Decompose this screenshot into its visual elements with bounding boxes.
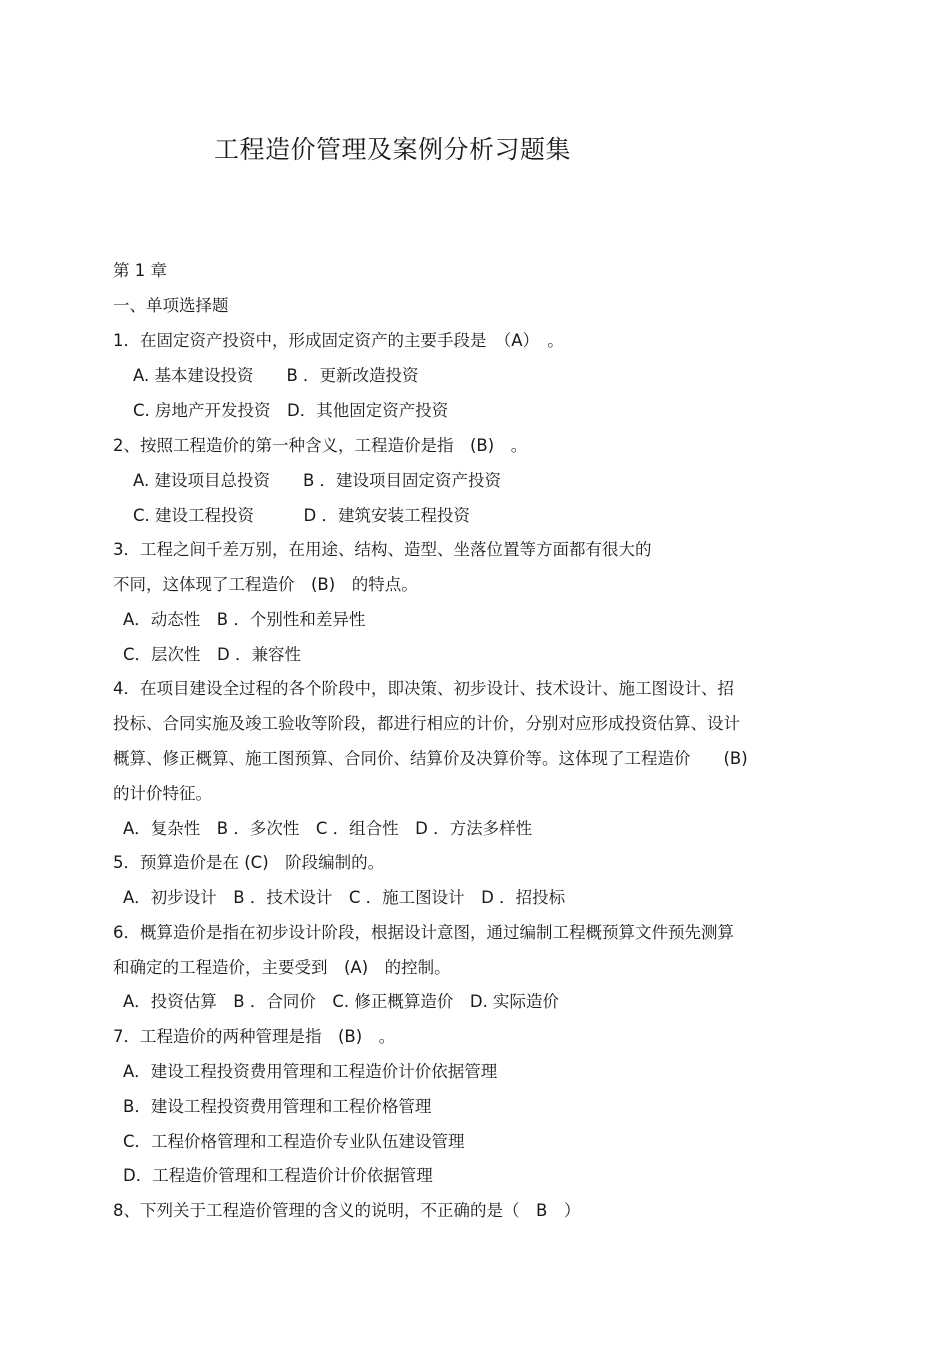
question-text: 和确定的工程造价，主要受到 (A) 的控制。 — [113, 958, 451, 977]
question-text: 8、下列关于工程造价管理的含义的说明，不正确的是（ B ） — [113, 1201, 581, 1220]
question-text: 概算、修正概算、施工图预算、合同价、结算价及决算价等。这体现了工程造价 (B) — [113, 749, 748, 768]
question-text: 的计价特征。 — [113, 784, 212, 803]
answer-option: C．工程价格管理和工程造价专业队伍建设管理 — [123, 1132, 465, 1151]
question-text: 7．工程造价的两种管理是指 (B) 。 — [113, 1027, 396, 1046]
document-title: 工程造价管理及案例分析习题集 — [214, 135, 572, 164]
answer-option: A．动态性 B ．个别性和差异性 — [123, 610, 366, 629]
answer-option: A. 建设项目总投资 B ．建设项目固定资产投资 — [133, 471, 502, 490]
answer-option: C. 房地产开发投资 D．其他固定资产投资 — [133, 401, 449, 420]
question-text: 投标、合同实施及竣工验收等阶段，都进行相应的计价，分别对应形成投资估算、设计 — [113, 714, 740, 733]
question-text: 6．概算造价是指在初步设计阶段，根据设计意图，通过编制工程概预算文件预先测算 — [113, 923, 734, 942]
answer-option: A．建设工程投资费用管理和工程造价计价依据管理 — [123, 1062, 498, 1081]
answer-option: A．投资估算 B ．合同价 C. 修正概算造价 D. 实际造价 — [123, 992, 560, 1011]
question-text: 4．在项目建设全过程的各个阶段中，即决策、初步设计、技术设计、施工图设计、招 — [113, 679, 734, 698]
question-text: 不同，这体现了工程造价 (B) 的特点。 — [113, 575, 418, 594]
question-text: 5．预算造价是在 (C) 阶段编制的。 — [113, 853, 385, 872]
question-text: 1．在固定资产投资中，形成固定资产的主要手段是 （A） 。 — [113, 331, 564, 350]
section-heading: 一、单项选择题 — [113, 296, 229, 315]
question-text: 3．工程之间千差万别，在用途、结构、造型、坐落位置等方面都有很大的 — [113, 540, 652, 559]
answer-option: D．工程造价管理和工程造价计价依据管理 — [123, 1166, 433, 1185]
answer-option: C. 建设工程投资 D ．建筑安装工程投资 — [133, 506, 470, 525]
chapter-heading: 第 1 章 — [113, 261, 167, 280]
answer-option: C．层次性 D ．兼容性 — [123, 645, 301, 664]
answer-option: B．建设工程投资费用管理和工程价格管理 — [123, 1097, 432, 1116]
question-text: 2、按照工程造价的第一种含义，工程造价是指 (B) 。 — [113, 436, 528, 455]
answer-option: A．初步设计 B ．技术设计 C ．施工图设计 D ．招投标 — [123, 888, 566, 907]
answer-option: A．复杂性 B ．多次性 C ．组合性 D ．方法多样性 — [123, 819, 533, 838]
answer-option: A. 基本建设投资 B ．更新改造投资 — [133, 366, 419, 385]
